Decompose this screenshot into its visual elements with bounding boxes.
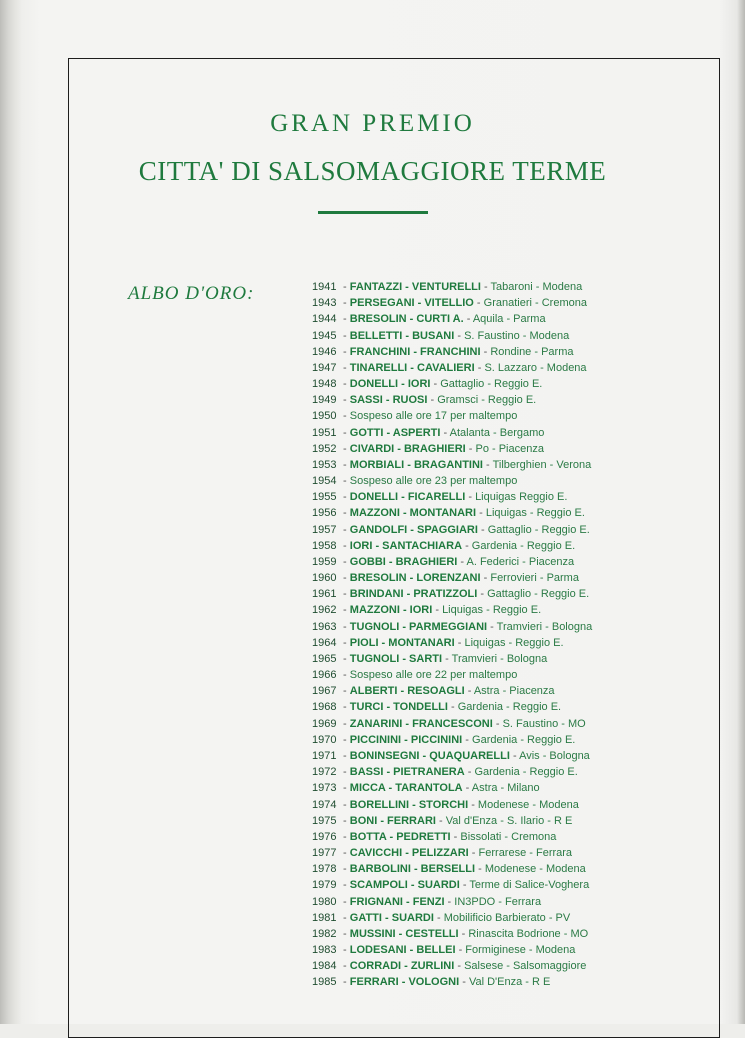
list-item: 1943 - PERSEGANI - VITELLIO - Granatieri - Cremona (312, 295, 642, 311)
winner-year: 1945 (312, 329, 337, 342)
winner-pair: ZANARINI - FRANCESCONI (349, 717, 493, 730)
list-item: 1951 - GOTTI - ASPERTI - Atalanta - Bergamo (312, 425, 642, 441)
winner-club: S. Faustino - MO (502, 717, 586, 730)
winner-year: 1981 (312, 911, 337, 924)
list-item: 1980 - FRIGNANI - FENZI - IN3PDO - Ferrara (312, 894, 642, 910)
list-item: 1973 - MICCA - TARANTOLA - Astra - Milano (312, 780, 642, 796)
winner-club: Liquigas Reggio E. (475, 491, 568, 504)
winner-year: 1968 (312, 701, 337, 714)
winner-club: Gardenia - Reggio E. (474, 766, 578, 779)
list-item: 1949 - SASSI - RUOSI - Gramsci - Reggio E. (312, 392, 642, 408)
winner-year: 1982 (312, 927, 337, 940)
winner-year: 1961 (312, 588, 337, 601)
winner-pair: CORRADI - ZURLINI (349, 960, 455, 973)
winner-year: 1980 (312, 895, 337, 908)
winner-year: 1955 (312, 491, 337, 504)
winner-club: Val d'Enza - S. Ilario - R E (445, 814, 573, 827)
list-item: 1985 - FERRARI - VOLOGNI - Val D'Enza - R E (312, 974, 642, 990)
winner-pair: ALBERTI - RESOAGLI (349, 685, 465, 698)
list-item: 1955 - DONELLI - FICARELLI - Liquigas Reggio E. (312, 489, 642, 505)
winner-pair: BRESOLIN - CURTI A. (349, 313, 464, 326)
list-item: 1958 - IORI - SANTACHIARA - Gardenia - Reggio E. (312, 538, 642, 554)
race-note: Sospeso alle ore 22 per maltempo (349, 669, 518, 682)
list-item: 1969 - ZANARINI - FRANCESCONI - S. Faustino - MO (312, 716, 642, 732)
winner-year: 1973 (312, 782, 337, 795)
winner-year: 1964 (312, 636, 337, 649)
winner-pair: SCAMPOLI - SUARDI (349, 879, 460, 892)
winner-year: 1959 (312, 555, 337, 568)
list-item: 1953 - MORBIALI - BRAGANTINI - Tilberghien - Verona (312, 457, 642, 473)
list-item: 1956 - MAZZONI - MONTANARI - Liquigas - Reggio E. (312, 505, 642, 521)
list-item: 1941 - FANTAZZI - VENTURELLI - Tabaroni - Modena (312, 279, 642, 295)
winner-club: Astra - Milano (471, 782, 540, 795)
winner-year: 1958 (312, 539, 337, 552)
list-item: 1957 - GANDOLFI - SPAGGIARI - Gattaglio - Reggio E. (312, 522, 642, 538)
winner-pair: PIOLI - MONTANARI (349, 636, 455, 649)
list-item: 1982 - MUSSINI - CESTELLI - Rinascita Bodrione - MO (312, 926, 642, 942)
winner-club: Tramvieri - Bologna (496, 620, 593, 633)
list-item: 1984 - CORRADI - ZURLINI - Salsese - Salsomaggiore (312, 958, 642, 974)
winner-club: Bissolati - Cremona (460, 830, 557, 843)
list-item: 1966 - Sospeso alle ore 22 per maltempo (312, 667, 642, 683)
winner-pair: MUSSINI - CESTELLI (349, 927, 459, 940)
winner-club: Modenese - Modena (484, 863, 586, 876)
winner-club: Mobilificio Barbierato - PV (443, 911, 571, 924)
winner-club: Liquigas - Reggio E. (464, 636, 564, 649)
winner-club: Liquigas - Reggio E. (442, 604, 542, 617)
winner-pair: FRANCHINI - FRANCHINI (349, 345, 481, 358)
winner-pair: BRESOLIN - LORENZANI (349, 572, 481, 585)
list-item: 1978 - BARBOLINI - BERSELLI - Modenese - Modena (312, 861, 642, 877)
winner-year: 1984 (312, 960, 337, 973)
winner-year: 1951 (312, 426, 337, 439)
winner-year: 1974 (312, 798, 337, 811)
list-item: 1968 - TURCI - TONDELLI - Gardenia - Reggio E. (312, 699, 642, 715)
winner-club: Terme di Salice-Voghera (469, 879, 590, 892)
winner-club: S. Lazzaro - Modena (484, 361, 587, 374)
winner-pair: CAVICCHI - PELIZZARI (349, 847, 469, 860)
list-item: 1961 - BRINDANI - PRATIZZOLI - Gattaglio - Reggio E. (312, 586, 642, 602)
winner-club: Gardenia - Reggio E. (471, 539, 576, 552)
winner-year: 1944 (312, 313, 337, 326)
winner-pair: BASSI - PIETRANERA (349, 766, 465, 779)
list-item: 1972 - BASSI - PIETRANERA - Gardenia - Reggio E. (312, 764, 642, 780)
winner-year: 1978 (312, 863, 337, 876)
albo-doro-label: ALBO D'ORO: (128, 283, 255, 304)
list-item: 1959 - GOBBI - BRAGHIERI - A. Federici - Piacenza (312, 554, 642, 570)
winner-year: 1976 (312, 830, 337, 843)
winner-club: Granatieri - Cremona (483, 297, 587, 310)
winner-year: 1943 (312, 297, 337, 310)
list-item: 1967 - ALBERTI - RESOAGLI - Astra - Piacenza (312, 683, 642, 699)
winner-club: A. Federici - Piacenza (466, 555, 575, 568)
list-item: 1981 - GATTI - SUARDI - Mobilificio Barbierato - PV (312, 910, 642, 926)
winner-club: Gramsci - Reggio E. (437, 394, 537, 407)
list-item: 1954 - Sospeso alle ore 23 per maltempo (312, 473, 642, 489)
winner-year: 1962 (312, 604, 337, 617)
winner-pair: MICCA - TARANTOLA (349, 782, 463, 795)
winner-club: Gattaglio - Reggio E. (487, 588, 590, 601)
list-item: 1976 - BOTTA - PEDRETTI - Bissolati - Cremona (312, 829, 642, 845)
winner-pair: DONELLI - IORI (349, 378, 431, 391)
winner-year: 1950 (312, 410, 337, 423)
winner-pair: MAZZONI - IORI (349, 604, 433, 617)
winner-year: 1972 (312, 766, 337, 779)
list-item: 1974 - BORELLINI - STORCHI - Modenese - Modena (312, 797, 642, 813)
race-note: Sospeso alle ore 23 per maltempo (349, 475, 518, 488)
winner-club: Avis - Bologna (519, 749, 590, 762)
winner-club: Gardenia - Reggio E. (472, 733, 576, 746)
winner-pair: TURCI - TONDELLI (349, 701, 448, 714)
winner-pair: TUGNOLI - SARTI (349, 652, 443, 665)
winner-pair: IORI - SANTACHIARA (349, 539, 463, 552)
page-edge-shadow (737, 0, 745, 1024)
winner-club: Rinascita Bodrione - MO (468, 927, 589, 940)
winner-club: Astra - Piacenza (473, 685, 555, 698)
winner-year: 1977 (312, 847, 337, 860)
page-title-line-2: CITTA' DI SALSOMAGGIORE TERME (138, 156, 607, 186)
winner-year: 1985 (312, 976, 337, 989)
list-item: 1960 - BRESOLIN - LORENZANI - Ferrovieri - Parma (312, 570, 642, 586)
winner-club: Liquigas - Reggio E. (485, 507, 585, 520)
list-item: 1948 - DONELLI - IORI - Gattaglio - Reggio E. (312, 376, 642, 392)
list-item: 1946 - FRANCHINI - FRANCHINI - Rondine - Parma (312, 344, 642, 360)
winner-pair: FRIGNANI - FENZI (349, 895, 445, 908)
list-item: 1944 - BRESOLIN - CURTI A. - Aquila - Parma (312, 311, 642, 327)
winner-year: 1963 (312, 620, 337, 633)
winner-year: 1948 (312, 378, 337, 391)
winner-pair: FERRARI - VOLOGNI (349, 976, 460, 989)
winner-pair: BARBOLINI - BERSELLI (349, 863, 476, 876)
list-item: 1979 - SCAMPOLI - SUARDI - Terme di Salice-Voghera (312, 877, 642, 893)
winner-year: 1967 (312, 685, 337, 698)
winner-club: Po - Piacenza (475, 442, 544, 455)
winner-pair: BOTTA - PEDRETTI (349, 830, 451, 843)
winner-club: Atalanta - Bergamo (449, 426, 545, 439)
winner-year: 1979 (312, 879, 337, 892)
winner-year: 1954 (312, 475, 337, 488)
list-item: 1952 - CIVARDI - BRAGHIERI - Po - Piacenza (312, 441, 642, 457)
book-spine-shadow (0, 0, 22, 1024)
winner-year: 1983 (312, 944, 337, 957)
list-item: 1963 - TUGNOLI - PARMEGGIANI - Tramvieri - Bologna (312, 619, 642, 635)
winner-club: Modenese - Modena (477, 798, 579, 811)
winner-year: 1946 (312, 345, 337, 358)
winner-year: 1960 (312, 572, 337, 585)
list-item: 1945 - BELLETTI - BUSANI - S. Faustino - Modena (312, 328, 642, 344)
winner-club: Ferrovieri - Parma (490, 572, 579, 585)
winner-year: 1941 (312, 281, 337, 293)
winner-club: Gardenia - Reggio E. (457, 701, 562, 714)
winner-year: 1965 (312, 652, 337, 665)
winner-club: Aquila - Parma (472, 313, 546, 326)
winner-club: Tabaroni - Modena (490, 281, 583, 293)
winner-club: Gattaglio - Reggio E. (487, 523, 590, 536)
winner-club: Tilberghien - Verona (492, 458, 592, 471)
list-item: 1964 - PIOLI - MONTANARI - Liquigas - Reggio E. (312, 635, 642, 651)
winner-pair: GOBBI - BRAGHIERI (349, 555, 458, 568)
winner-pair: MAZZONI - MONTANARI (349, 507, 477, 520)
winner-pair: PERSEGANI - VITELLIO (349, 297, 474, 310)
winner-pair: GATTI - SUARDI (349, 911, 434, 924)
list-item: 1975 - BONI - FERRARI - Val d'Enza - S. Ilario - R E (312, 813, 642, 829)
winner-club: Ferrarese - Ferrara (478, 847, 573, 860)
winner-pair: LODESANI - BELLEI (349, 944, 456, 957)
winner-year: 1970 (312, 733, 337, 746)
winner-year: 1949 (312, 394, 337, 407)
winner-pair: SASSI - RUOSI (349, 394, 428, 407)
list-item: 1983 - LODESANI - BELLEI - Formiginese - Modena (312, 942, 642, 958)
winner-year: 1966 (312, 669, 337, 682)
list-item: 1977 - CAVICCHI - PELIZZARI - Ferrarese - Ferrara (312, 845, 642, 861)
winner-pair: BONINSEGNI - QUAQUARELLI (349, 749, 510, 762)
winner-year: 1952 (312, 442, 337, 455)
list-item: 1962 - MAZZONI - IORI - Liquigas - Reggio E. (312, 602, 642, 618)
page-title-line-1: GRAN PREMIO (270, 110, 475, 137)
list-item: 1970 - PICCININI - PICCININI - Gardenia - Reggio E. (312, 732, 642, 748)
winner-club: S. Faustino - Modena (464, 329, 570, 342)
winner-year: 1969 (312, 717, 337, 730)
winner-pair: TINARELLI - CAVALIERI (349, 361, 475, 374)
winner-year: 1971 (312, 749, 337, 762)
title-divider (318, 211, 428, 214)
winner-club: IN3PDO - Ferrara (454, 895, 542, 908)
winner-pair: BELLETTI - BUSANI (349, 329, 455, 342)
list-item: 1971 - BONINSEGNI - QUAQUARELLI - Avis - Bologna (312, 748, 642, 764)
winner-year: 1957 (312, 523, 337, 536)
winner-pair: GANDOLFI - SPAGGIARI (349, 523, 478, 536)
winner-club: Gattaglio - Reggio E. (440, 378, 543, 391)
winner-pair: BONI - FERRARI (349, 814, 436, 827)
winners-list (312, 279, 642, 991)
winner-pair: CIVARDI - BRAGHIERI (349, 442, 466, 455)
winner-year: 1953 (312, 458, 337, 471)
winner-pair: BRINDANI - PRATIZZOLI (349, 588, 478, 601)
list-item: 1947 - TINARELLI - CAVALIERI - S. Lazzaro - Modena (312, 360, 642, 376)
winner-year: 1947 (312, 361, 337, 374)
winner-club: Tramvieri - Bologna (451, 652, 548, 665)
winner-club: Val D'Enza - R E (468, 976, 551, 989)
winner-year: 1956 (312, 507, 337, 520)
winner-club: Rondine - Parma (490, 345, 574, 358)
winner-pair: TUGNOLI - PARMEGGIANI (349, 620, 488, 633)
list-item: 1950 - Sospeso alle ore 17 per maltempo (312, 408, 642, 424)
winner-pair: BORELLINI - STORCHI (349, 798, 469, 811)
winner-pair: FANTAZZI - VENTURELLI (349, 281, 481, 293)
winner-pair: DONELLI - FICARELLI (349, 491, 466, 504)
winner-club: Formiginese - Modena (465, 944, 576, 957)
winner-pair: MORBIALI - BRAGANTINI (349, 458, 483, 471)
winner-club: Salsese - Salsomaggiore (464, 960, 587, 973)
race-note: Sospeso alle ore 17 per maltempo (349, 410, 518, 423)
winner-year: 1975 (312, 814, 337, 827)
winner-pair: PICCININI - PICCININI (349, 733, 463, 746)
winner-pair: GOTTI - ASPERTI (349, 426, 441, 439)
list-item: 1965 - TUGNOLI - SARTI - Tramvieri - Bologna (312, 651, 642, 667)
